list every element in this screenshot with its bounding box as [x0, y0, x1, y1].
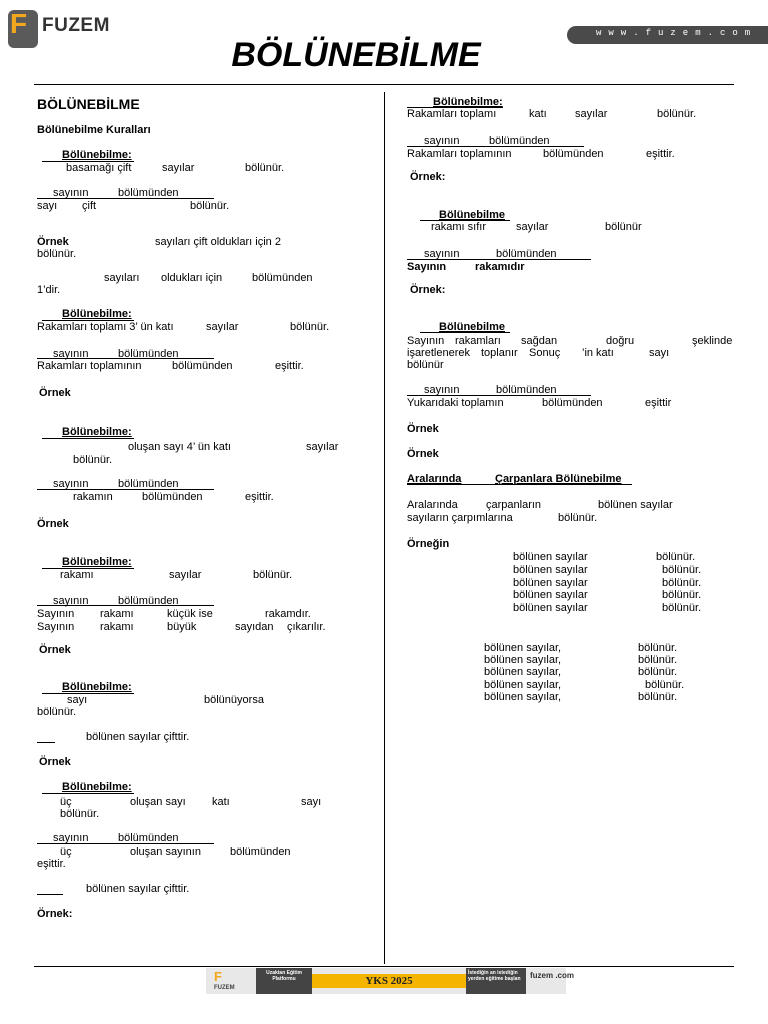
remainder-label: sayının: [53, 832, 89, 844]
rule-text: sayılar: [162, 162, 195, 174]
rule-text: bölünür: [605, 221, 642, 233]
rule-text: bölünür.: [657, 108, 697, 120]
rule-text: bölünür.: [290, 321, 330, 333]
list-item: bölünür.: [656, 551, 696, 563]
list-item: bölünür.: [638, 654, 678, 666]
rule-text: büyük: [167, 621, 197, 633]
rule-text: sayılar: [169, 569, 202, 581]
list-item: bölünen sayılar: [513, 577, 588, 589]
example-label: Örnek:: [37, 908, 73, 920]
list-item: bölünür.: [662, 589, 702, 601]
rule-text: sayı: [301, 796, 322, 808]
rule-text: sayı: [67, 694, 88, 706]
top-divider: [34, 84, 734, 85]
rule-text: basamağı çift: [66, 162, 132, 174]
rule-text: rakamıdır: [475, 261, 525, 273]
remainder-label: sayının: [424, 135, 460, 147]
rule-text: eşittir.: [37, 858, 66, 870]
note-text: bölünen sayılar çifttir.: [86, 883, 190, 895]
rule-title: Bölünebilme:: [433, 96, 503, 108]
logo-name: FUZEM: [42, 15, 110, 36]
example-label: Örnek: [407, 423, 439, 435]
remainder-label: bölümünden: [118, 478, 179, 490]
rule-underline: [420, 332, 510, 333]
rule-text: Sonuç: [529, 347, 561, 359]
example-text: sayıları: [104, 272, 140, 284]
rule-text: Rakamları toplamı 3’ ün katı: [37, 321, 174, 333]
rule-text: bölünür.: [245, 162, 285, 174]
blank-underline: [37, 894, 63, 895]
rule-text: bölümünden: [230, 846, 291, 858]
note-text: bölünen sayılar çifttir.: [86, 731, 190, 743]
rule-text: küçük ise: [167, 608, 213, 620]
rule-text: çarpanların: [486, 499, 542, 511]
rule-text: üç: [60, 846, 72, 858]
rule-text: rakamı: [100, 608, 134, 620]
rule-text: bölümünden: [142, 491, 203, 503]
list-item: bölünen sayılar: [513, 564, 588, 576]
rule-text: bölümünden: [172, 360, 233, 372]
rule-text: bölünür.: [558, 512, 598, 524]
example-label: Örnek:: [410, 284, 446, 296]
rule-text: oluşan sayı: [130, 796, 186, 808]
rule-text: sayılar: [306, 441, 339, 453]
example-label: Örnek: [39, 756, 71, 768]
site-url[interactable]: www.fuzem.com: [596, 28, 758, 38]
list-item: bölünür.: [662, 602, 702, 614]
rule-text: bölünür.: [60, 808, 100, 820]
rule-text: bölünür.: [37, 706, 77, 718]
rule-text: sayıların çarpımlarına: [407, 512, 513, 524]
rule-text: çıkarılır.: [287, 621, 326, 633]
rule-text: Sayının: [37, 621, 75, 633]
rule-underline: [42, 438, 134, 439]
remainder-label: bölümünden: [489, 135, 550, 147]
rules-heading: Bölünebilme Kuralları: [37, 124, 151, 136]
list-item: bölünür.: [638, 642, 678, 654]
rule-text: bölünür: [407, 359, 444, 371]
section-title: Çarpanlara Bölünebilme: [495, 473, 622, 485]
rule-title: Bölünebilme:: [62, 426, 132, 438]
rule-text: Aralarında: [407, 499, 458, 511]
rule-text: bölünür.: [73, 454, 113, 466]
rule-text: bölünür.: [190, 200, 230, 212]
footer-logo-text: FUZEM: [214, 985, 235, 991]
rule-title: Bölünebilme:: [62, 681, 132, 693]
rule-text: rakamı sıfır: [431, 221, 487, 233]
rule-text: ’in katı: [582, 347, 614, 359]
list-item: bölünen sayılar,: [484, 654, 562, 666]
rule-title: Bölünebilme:: [62, 308, 132, 320]
example-text: oldukları için: [161, 272, 223, 284]
rule-text: eşittir.: [646, 148, 675, 160]
rule-text: sayılar: [575, 108, 608, 120]
example-label: Örnek:: [410, 171, 446, 183]
rule-text: rakamı: [60, 569, 94, 581]
list-item: bölünen sayılar: [513, 551, 588, 563]
rule-underline: [42, 793, 134, 794]
remainder-label: bölümünden: [118, 832, 179, 844]
rule-text: şeklinde: [692, 335, 733, 347]
remainder-label: sayının: [53, 478, 89, 490]
list-item: bölünen sayılar: [513, 589, 588, 601]
list-item: bölünen sayılar,: [484, 691, 562, 703]
page-title: BÖLÜNEBİLME: [231, 36, 481, 74]
rule-title: Bölünebilme: [439, 321, 506, 333]
rule-text: Rakamları toplamının: [407, 148, 512, 160]
remainder-label: bölümünden: [496, 248, 557, 260]
rule-text: Sayının: [407, 335, 445, 347]
example-text: 1’dir.: [37, 284, 61, 296]
list-item: bölünür.: [662, 564, 702, 576]
list-item: bölünür.: [662, 577, 702, 589]
remainder-label: bölümünden: [496, 384, 557, 396]
example-text: bölünür.: [37, 248, 77, 260]
rule-text: sayılar: [206, 321, 239, 333]
list-item: bölünür.: [638, 691, 678, 703]
example-label: Örneğin: [407, 538, 450, 550]
rule-title: Bölünebilme: [439, 209, 506, 221]
rule-underline: [42, 693, 134, 694]
list-item: bölünen sayılar,: [484, 679, 562, 691]
remainder-label: sayının: [53, 595, 89, 607]
rule-text: eşittir.: [275, 360, 304, 372]
footer-exam-badge: YKS 2025: [312, 974, 466, 988]
blank-underline: [37, 742, 55, 743]
remainder-label: bölümünden: [118, 187, 179, 199]
rule-text: oluşan sayının: [130, 846, 201, 858]
rule-text: bölünüyorsa: [204, 694, 264, 706]
remainder-label: sayının: [53, 187, 89, 199]
remainder-label: sayının: [53, 348, 89, 360]
section-underline: [407, 484, 632, 485]
list-item: bölünen sayılar,: [484, 666, 562, 678]
section-title: Aralarında: [407, 473, 462, 485]
list-item: bölünen sayılar: [513, 602, 588, 614]
rule-text: rakamı: [100, 621, 134, 633]
column-divider: [384, 92, 385, 964]
rule-text: bölümünden: [542, 397, 603, 409]
list-item: bölünen sayılar,: [484, 642, 562, 654]
rule-text: toplanır: [481, 347, 518, 359]
rule-title: Bölünebilme:: [62, 781, 132, 793]
rule-text: sayı: [649, 347, 670, 359]
rule-text: sayı: [37, 200, 58, 212]
rule-text: sayılar: [516, 221, 549, 233]
example-text: sayıları çift oldukları için 2: [155, 236, 281, 248]
rule-text: bölünür.: [253, 569, 293, 581]
rule-text: Rakamları toplamının: [37, 360, 142, 372]
remainder-label: sayının: [424, 384, 460, 396]
rule-text: katı: [212, 796, 230, 808]
example-label: Örnek: [407, 448, 439, 460]
rule-text: oluşan sayı 4’ ün katı: [128, 441, 231, 453]
rule-text: bölünen sayılar: [598, 499, 673, 511]
rule-text: rakamları: [455, 335, 501, 347]
rule-text: doğru: [606, 335, 635, 347]
example-label: Örnek: [37, 236, 69, 248]
footer-logo-icon: F: [214, 969, 222, 984]
footer-slogan: İstediğin an istediğin yerden eğitime başlan: [468, 970, 521, 982]
list-item: bölünür.: [638, 666, 678, 678]
logo-letter: F: [10, 8, 28, 39]
rule-text: eşittir: [645, 397, 672, 409]
list-item: bölünür.: [645, 679, 685, 691]
rule-title: Bölünebilme:: [62, 149, 132, 161]
rule-text: bölümünden: [543, 148, 604, 160]
rule-text: eşittir.: [245, 491, 274, 503]
rule-text: üç: [60, 796, 72, 808]
example-label: Örnek: [37, 518, 69, 530]
example-text: bölümünden: [252, 272, 313, 284]
remainder-label: bölümünden: [118, 595, 179, 607]
rule-text: sağdan: [521, 335, 558, 347]
rule-text: rakamın: [73, 491, 113, 503]
rule-text: çift: [82, 200, 97, 212]
rule-text: Sayının: [407, 261, 447, 273]
rule-text: rakamdır.: [265, 608, 311, 620]
rule-text: Rakamları toplamı: [407, 108, 497, 120]
rule-text: işaretlenerek: [407, 347, 470, 359]
bottom-divider: [34, 966, 734, 967]
footer-tagline: Uzaktan Eğitim Platformu: [266, 970, 302, 982]
remainder-label: sayının: [424, 248, 460, 260]
rule-text: Yukarıdaki toplamın: [407, 397, 504, 409]
rule-text: Sayının: [37, 608, 75, 620]
remainder-label: bölümünden: [118, 348, 179, 360]
example-label: Örnek: [39, 387, 71, 399]
rule-title: Bölünebilme:: [62, 556, 132, 568]
rule-text: katı: [529, 108, 547, 120]
footer-site[interactable]: fuzem .com: [530, 971, 575, 980]
example-label: Örnek: [39, 644, 71, 656]
section-heading: BÖLÜNEBİLME: [37, 96, 140, 112]
rule-text: sayıdan: [235, 621, 274, 633]
